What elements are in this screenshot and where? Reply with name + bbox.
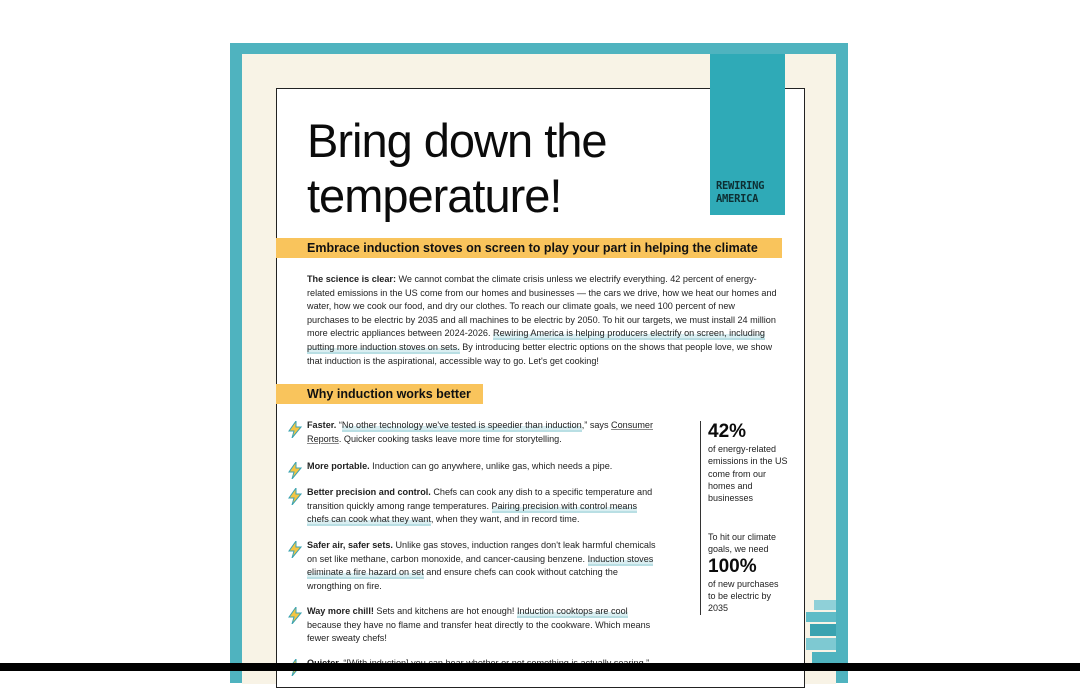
- stat-value: 100%: [708, 555, 757, 577]
- list-item: [288, 460, 612, 474]
- item-text: Chefs can cook any dish to a specific temperature and transition quickly among range temperatures.: [307, 487, 653, 511]
- stat-block-2: [708, 531, 788, 614]
- stat-pre: To hit our climate goals, we need: [708, 532, 777, 555]
- lightning-bolt-icon: [288, 421, 302, 438]
- consumer-link[interactable]: Consumer: [611, 420, 653, 430]
- intro-paragraph: [307, 273, 777, 368]
- list-item: [288, 539, 658, 594]
- item-text: . Quicker cooking tasks leave more time for storytelling.: [338, 433, 562, 444]
- item-bold: Faster.: [307, 420, 337, 430]
- reports-link[interactable]: Reports: [307, 433, 339, 444]
- item-highlight: Induction stoves eliminate a fire hazard on set: [307, 553, 654, 578]
- stat-text: of energy-related emissions in the US come from our homes and businesses: [708, 444, 788, 504]
- logo-line-1: REWIRING: [716, 180, 765, 192]
- item-text: “: [336, 420, 342, 430]
- item-bold: Better precision and control.: [307, 487, 431, 497]
- item-highlight: Induction cooktops are cool: [516, 606, 628, 616]
- section-heading-2: Why induction works better: [307, 387, 471, 401]
- lightning-bolt-icon: [288, 488, 302, 505]
- list-item: [288, 486, 658, 527]
- item-text: ,” says: [581, 420, 612, 430]
- bottom-bar: [0, 663, 1080, 671]
- page-title: Bring down the temperature!: [307, 114, 607, 222]
- stat-block-1: [708, 421, 788, 504]
- rewiring-america-logo: [716, 180, 782, 206]
- item-bold: Way more chill!: [307, 606, 374, 616]
- stat-value: 42%: [708, 421, 747, 442]
- item-text: because they have no flame and transfer heat directly to the cookware. Which means fewer sweaty chefs!: [307, 619, 651, 644]
- lightning-bolt-icon: [288, 607, 302, 624]
- lightning-bolt-icon: [288, 541, 302, 558]
- intro-text-2: By introducing better electric options on the shows that people love, we show that induction is the aspirational, accessible way to go. Let's get cooking!: [307, 341, 773, 366]
- item-bold: Safer air, safer sets.: [307, 540, 393, 550]
- intro-lead: The science is clear:: [307, 274, 396, 284]
- list-item: [288, 419, 658, 446]
- stats-divider: [700, 421, 701, 615]
- intro-highlight: Rewiring America is helping producers electrify on screen, including putting more induction stoves on sets.: [307, 328, 765, 352]
- item-text: Induction can go anywhere, unlike gas, which needs a pipe.: [369, 461, 613, 471]
- item-text: , when they want, and in record time.: [430, 514, 580, 525]
- item-highlight: No other technology we've tested is speedier than induction: [341, 420, 582, 430]
- logo-line-2: AMERICA: [716, 193, 759, 205]
- list-item: [288, 605, 658, 646]
- item-text: and ensure chefs can cook without catching the wrongthing on fire.: [307, 567, 618, 592]
- item-bold: More portable.: [307, 461, 370, 471]
- stat-text: of new purchases to be electric by 2035: [708, 578, 779, 614]
- section-heading-1: Embrace induction stoves on screen to play your part in helping the climate: [307, 241, 758, 255]
- item-text: Unlike gas stoves, induction ranges don't leak harmful chemicals on set like methane, carbon monoxide, and cancer-causing benzene.: [307, 540, 656, 564]
- decorative-graphic: [806, 598, 836, 668]
- item-highlight: Pairing precision with control means chefs can cook what they want: [307, 500, 638, 525]
- item-text: Sets and kitchens are hot enough!: [373, 606, 517, 616]
- intro-text-1: We cannot combat the climate crisis unless we electrify everything. 42 percent of energy-related emissions in the US come from our homes and businesses — the cars we drive, how we heat our homes and water, how we cook our food, and dry our clothes. To reach our climate goals, we need 100 percent of new purchases to be electric by 2035 and all machines to be electric by 2050. To hit our targets, we must install 24 million more electric appliances between 2024-2026.: [307, 274, 777, 339]
- lightning-bolt-icon: [288, 462, 302, 479]
